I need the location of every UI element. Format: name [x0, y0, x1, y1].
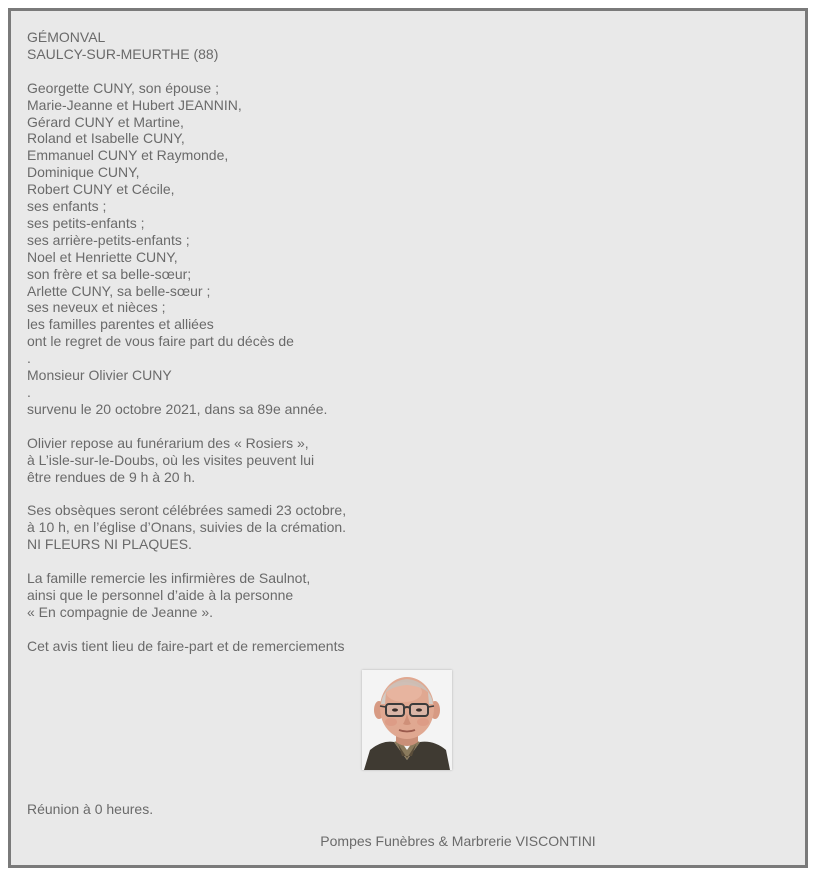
notice-line-location: GÉMONVAL: [27, 29, 106, 45]
notice-line: son frère et sa belle-sœur;: [27, 265, 192, 282]
funeral-home-name: Pompes Funèbres & Marbrerie VISCONTINI: [320, 833, 596, 849]
notice-line: ses petits-enfants ;: [27, 214, 145, 231]
notice-line: les familles parentes et alliées: [27, 316, 214, 333]
reunion-text: Réunion à 0 heures.: [27, 801, 154, 817]
notice-line: à L’isle-sur-le-Doubs, où les visites peuvent lui: [27, 451, 315, 468]
portrait-image: [362, 670, 452, 770]
notice-line: Robert CUNY et Cécile,: [27, 181, 175, 198]
portrait-photo: [362, 670, 452, 770]
notice-line-blank: [27, 63, 767, 80]
notice-line-blank: [27, 553, 767, 570]
notice-line-blank: [27, 418, 767, 435]
notice-line-date: survenu le 20 octobre 2021, dans sa 89e année.: [27, 400, 328, 417]
notice-line: Dominique CUNY,: [27, 164, 140, 181]
notice-line: Arlette CUNY, sa belle-sœur ;: [27, 282, 211, 299]
notice-text: [27, 29, 767, 654]
notice-line: La famille remercie les infirmières de Saulnot,: [27, 569, 311, 586]
obituary-notice: [8, 8, 808, 868]
notice-line: ont le regret de vous faire part du décès de: [27, 333, 294, 350]
notice-line: .: [27, 350, 31, 367]
notice-line: Gérard CUNY et Martine,: [27, 113, 184, 130]
notice-line-blank: [27, 621, 767, 638]
deceased-name: Monsieur Olivier CUNY: [27, 367, 172, 384]
notice-line: Emmanuel CUNY et Raymonde,: [27, 147, 229, 164]
notice-line: .: [27, 384, 31, 401]
notice-line: Ses obsèques seront célébrées samedi 23 octobre,: [27, 502, 347, 519]
notice-line: Noel et Henriette CUNY,: [27, 248, 178, 265]
notice-line: Georgette CUNY, son épouse ;: [27, 79, 219, 96]
notice-line: Roland et Isabelle CUNY,: [27, 130, 185, 147]
notice-line: « En compagnie de Jeanne ».: [27, 603, 214, 620]
notice-line-town: SAULCY-SUR-MEURTHE (88): [27, 45, 219, 62]
notice-line: NI FLEURS NI PLAQUES.: [27, 536, 192, 553]
notice-line: ainsi que le personnel d’aide à la personne: [27, 586, 294, 603]
notice-line-blank: [27, 485, 767, 502]
notice-line: Marie-Jeanne et Hubert JEANNIN,: [27, 96, 242, 113]
notice-line: Cet avis tient lieu de faire-part et de remerciements: [27, 637, 345, 654]
notice-line: ses neveux et nièces ;: [27, 299, 166, 316]
notice-line: ses arrière-petits-enfants ;: [27, 231, 190, 248]
notice-line: ses enfants ;: [27, 198, 107, 215]
notice-line: à 10 h, en l’église d’Onans, suivies de la crémation.: [27, 519, 347, 536]
notice-line: Olivier repose au funérarium des « Rosiers »,: [27, 434, 309, 451]
notice-line: être rendues de 9 h à 20 h.: [27, 468, 196, 485]
